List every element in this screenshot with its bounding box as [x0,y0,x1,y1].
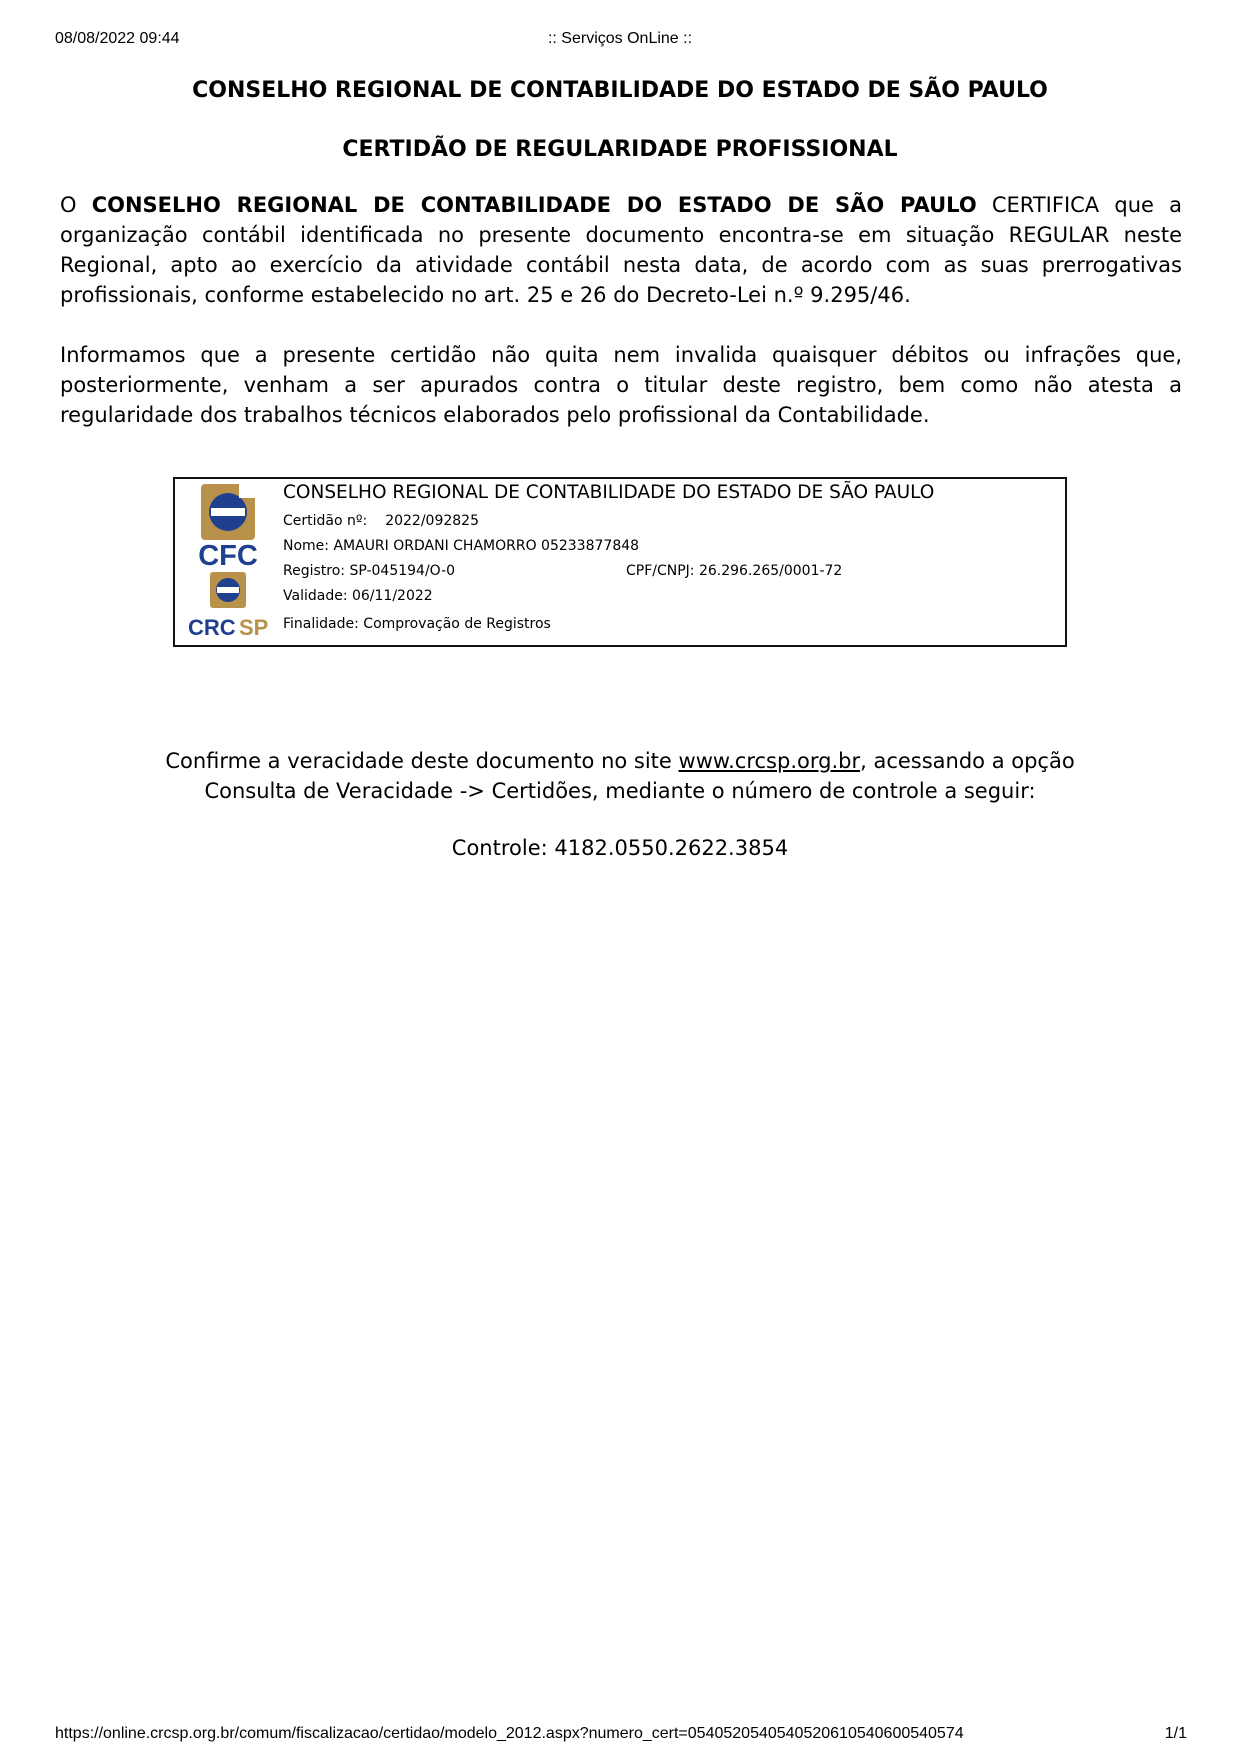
logo-sp-text: SP [239,615,269,640]
cpf-cnpj-row: CPF/CNPJ: 26.296.265/0001-72 [626,563,843,579]
logo-crc-text: CRC [188,615,236,640]
verification-instructions [0,746,1240,806]
certificate-box [173,477,1067,647]
cfc-emblem-icon [201,484,255,540]
print-header [0,30,1240,52]
print-page-number: 1/1 [1164,1725,1187,1742]
name-row: Nome: AMAURI ORDANI CHAMORRO 05233877848 [283,538,640,554]
crcsp-emblem-icon [210,572,246,608]
cfc-crcsp-logo [183,482,273,642]
certification-paragraph [60,190,1182,310]
document-title: CONSELHO REGIONAL DE CONTABILIDADE DO ESTADO DE SÃO PAULO [192,78,1048,103]
logo-cfc-text: CFC [198,540,258,572]
crcsp-site-link[interactable]: www.crcsp.org.br [678,749,861,773]
control-number: Controle: 4182.0550.2622.3854 [451,836,789,860]
verification-line-1 [0,746,1240,776]
verification-line-1-prefix: Confirme a veracidade deste documento no site [165,749,679,773]
certificate-heading: CONSELHO REGIONAL DE CONTABILIDADE DO ESTADO DE SÃO PAULO [283,482,935,503]
verification-line-2: Consulta de Veracidade -> Certidões, mediante o número de controle a seguir: [204,779,1036,803]
certidao-label: Certidão nº: [283,513,368,529]
document-subtitle: CERTIDÃO DE REGULARIDADE PROFISSIONAL [342,137,898,162]
certidao-value: 2022/092825 [385,513,479,529]
print-footer [0,1725,1240,1747]
print-url: https://online.crcsp.org.br/comum/fiscalizacao/certidao/modelo_2012.aspx?numero_cert=0540520540540520610540600540574 [55,1725,964,1742]
registro-row: Registro: SP-045194/O-0 [283,563,456,579]
print-page-title: :: Serviços OnLine :: [547,30,693,47]
para1-prefix: O [60,193,92,217]
verification-line-1-suffix: , acessando a opção [860,749,1075,773]
certidao-number-row [283,513,479,529]
validade-row: Validade: 06/11/2022 [283,588,433,604]
para1-rest: CERTIFICA que a organização contábil identificada no presente documento encontra-se em situação REGULAR neste Regional, apto ao exercício da atividade contábil nesta data, de acordo com as suas prerrogativas profissionais, conforme estabelecido no art. 25 e 26 do Decreto-Lei n.º 9.295/46. [60,193,1182,307]
para1-bold-entity: CONSELHO REGIONAL DE CONTABILIDADE DO ESTADO DE SÃO PAULO [91,193,977,217]
finalidade-row: Finalidade: Comprovação de Registros [283,616,551,632]
print-datetime: 08/08/2022 09:44 [55,30,180,47]
disclaimer-paragraph: Informamos que a presente certidão não quita nem invalida quaisquer débitos ou infrações que, posteriormente, venham a ser apurados contra o titular deste registro, bem como não atesta a regularidade dos trabalhos técnicos elaborados pelo profissional da Contabilidade. [60,343,1182,427]
